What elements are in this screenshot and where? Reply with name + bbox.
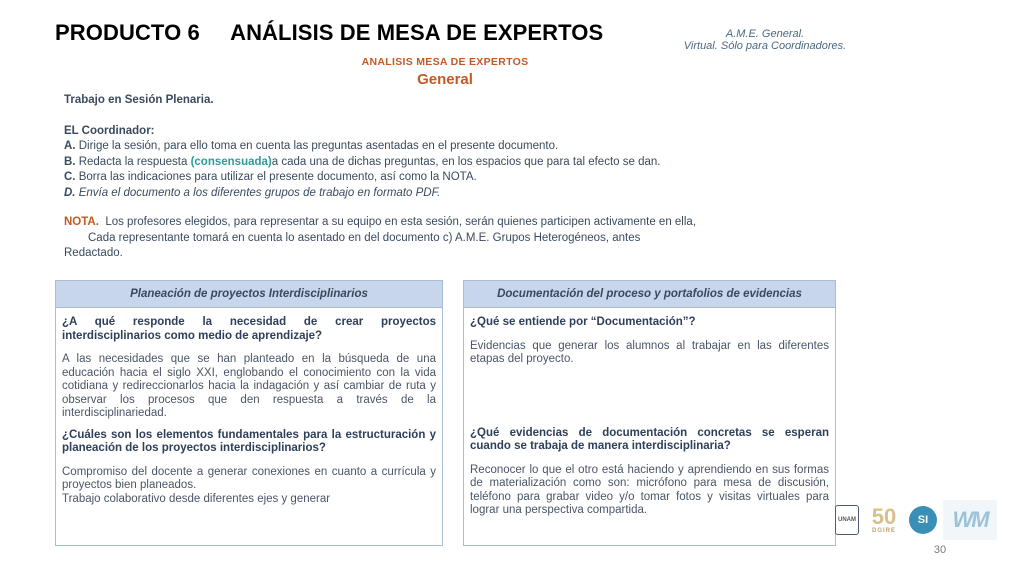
consensuada-highlight: (consensuada): [190, 155, 272, 168]
wm-logo: WM: [943, 500, 997, 540]
answer: Trabajo colaborativo desde diferentes ejes y generar: [62, 492, 331, 505]
question: ¿Qué se entiende por “Documentación”?: [470, 316, 696, 328]
answer: A las necesidades que se han planteado en la búsqueda de una educación hacia el siglo XXI, englobando el conocimiento con la vida cotidiana y redireccionarlos hacia la indagación y así cambiar de ruta y observar los procesos que den respuesta a través de la interdisciplinariedad.: [62, 353, 436, 419]
panel-planning: [55, 280, 443, 546]
top-right-line2: Virtual. Sólo para Coordinadores.: [683, 40, 847, 52]
instruction-item: C. Borra las indicaciones para utilizar el presente documento, así como la NOTA.: [64, 171, 477, 183]
logo-strip: [835, 495, 1000, 545]
question: ¿Qué evidencias de documentación concretas se esperan cuando se trabaja de manera interdisciplinaria?: [470, 426, 829, 452]
answer: Compromiso del docente a generar conexiones en cuanto a currícula y proyectos bien planeados.: [62, 465, 436, 491]
instruction-item: B. Redacta la respuesta (consensuada)a cada una de dichas preguntas, en los espacios que para tal efecto se dan.: [64, 155, 661, 168]
coordinator-label: EL Coordinador:: [64, 124, 155, 137]
top-right-line1: A.M.E. General.: [725, 28, 805, 40]
instruction-item: D. Envía el documento a los diferentes grupos de trabajo en formato PDF.: [64, 186, 441, 199]
document-header: ANALISIS MESA DE EXPERTOS: [361, 56, 529, 68]
nota-label: NOTA.: [64, 216, 99, 228]
answer: Evidencias que generar los alumnos al trabajar en las diferentes etapas del proyecto.: [470, 339, 829, 365]
document-instructions: [64, 93, 824, 262]
instruction-item: A. Dirige la sesión, para ello toma en cuenta las preguntas asentadas en el presente documento.: [64, 140, 559, 152]
plenary-heading: Trabajo en Sesión Plenaria.: [64, 94, 214, 106]
document-subheader: General: [417, 71, 473, 88]
question: ¿Cuáles son los elementos fundamentales para la estructuración y planeación de los proyectos interdisciplinarios?: [62, 428, 436, 454]
answer: Reconocer lo que el otro está haciendo y aprendiendo en sus formas de materialización como son: micrófono para mesa de discusión, teléfono para grabar video y/o tomar fotos y visitas virtuales para lograr una perspectiva compartida.: [470, 463, 829, 516]
si-logo: SI: [909, 506, 937, 534]
nota-line2: Cada representante tomará en cuenta lo asentado en del documento c) A.M.E. Grupos Heterogéneos, antes: [88, 231, 641, 244]
nota-block: NOTA. Los profesores elegidos, para representar a su equipo en esta sesión, serán quienes participen activamente en ella,: [64, 216, 697, 228]
fifty-years-logo: 50 DGIRE: [871, 503, 897, 534]
nota-line3: Redactado.: [64, 247, 123, 259]
slide-title: PRODUCTO 6 ANÁLISIS DE MESA DE EXPERTOS: [55, 20, 604, 45]
top-right-note: [640, 28, 890, 52]
panel-documentation: [463, 280, 836, 546]
panel-documentation-heading: Documentación del proceso y portafolios de evidencias: [464, 281, 835, 308]
page-number: 30: [933, 544, 947, 556]
panel-planning-heading: Planeación de proyectos Interdisciplinarios: [56, 281, 442, 308]
question: ¿A qué responde la necesidad de crear proyectos interdisciplinarios como medio de aprendizaje?: [62, 316, 436, 342]
unam-logo: UNAM: [835, 505, 859, 535]
